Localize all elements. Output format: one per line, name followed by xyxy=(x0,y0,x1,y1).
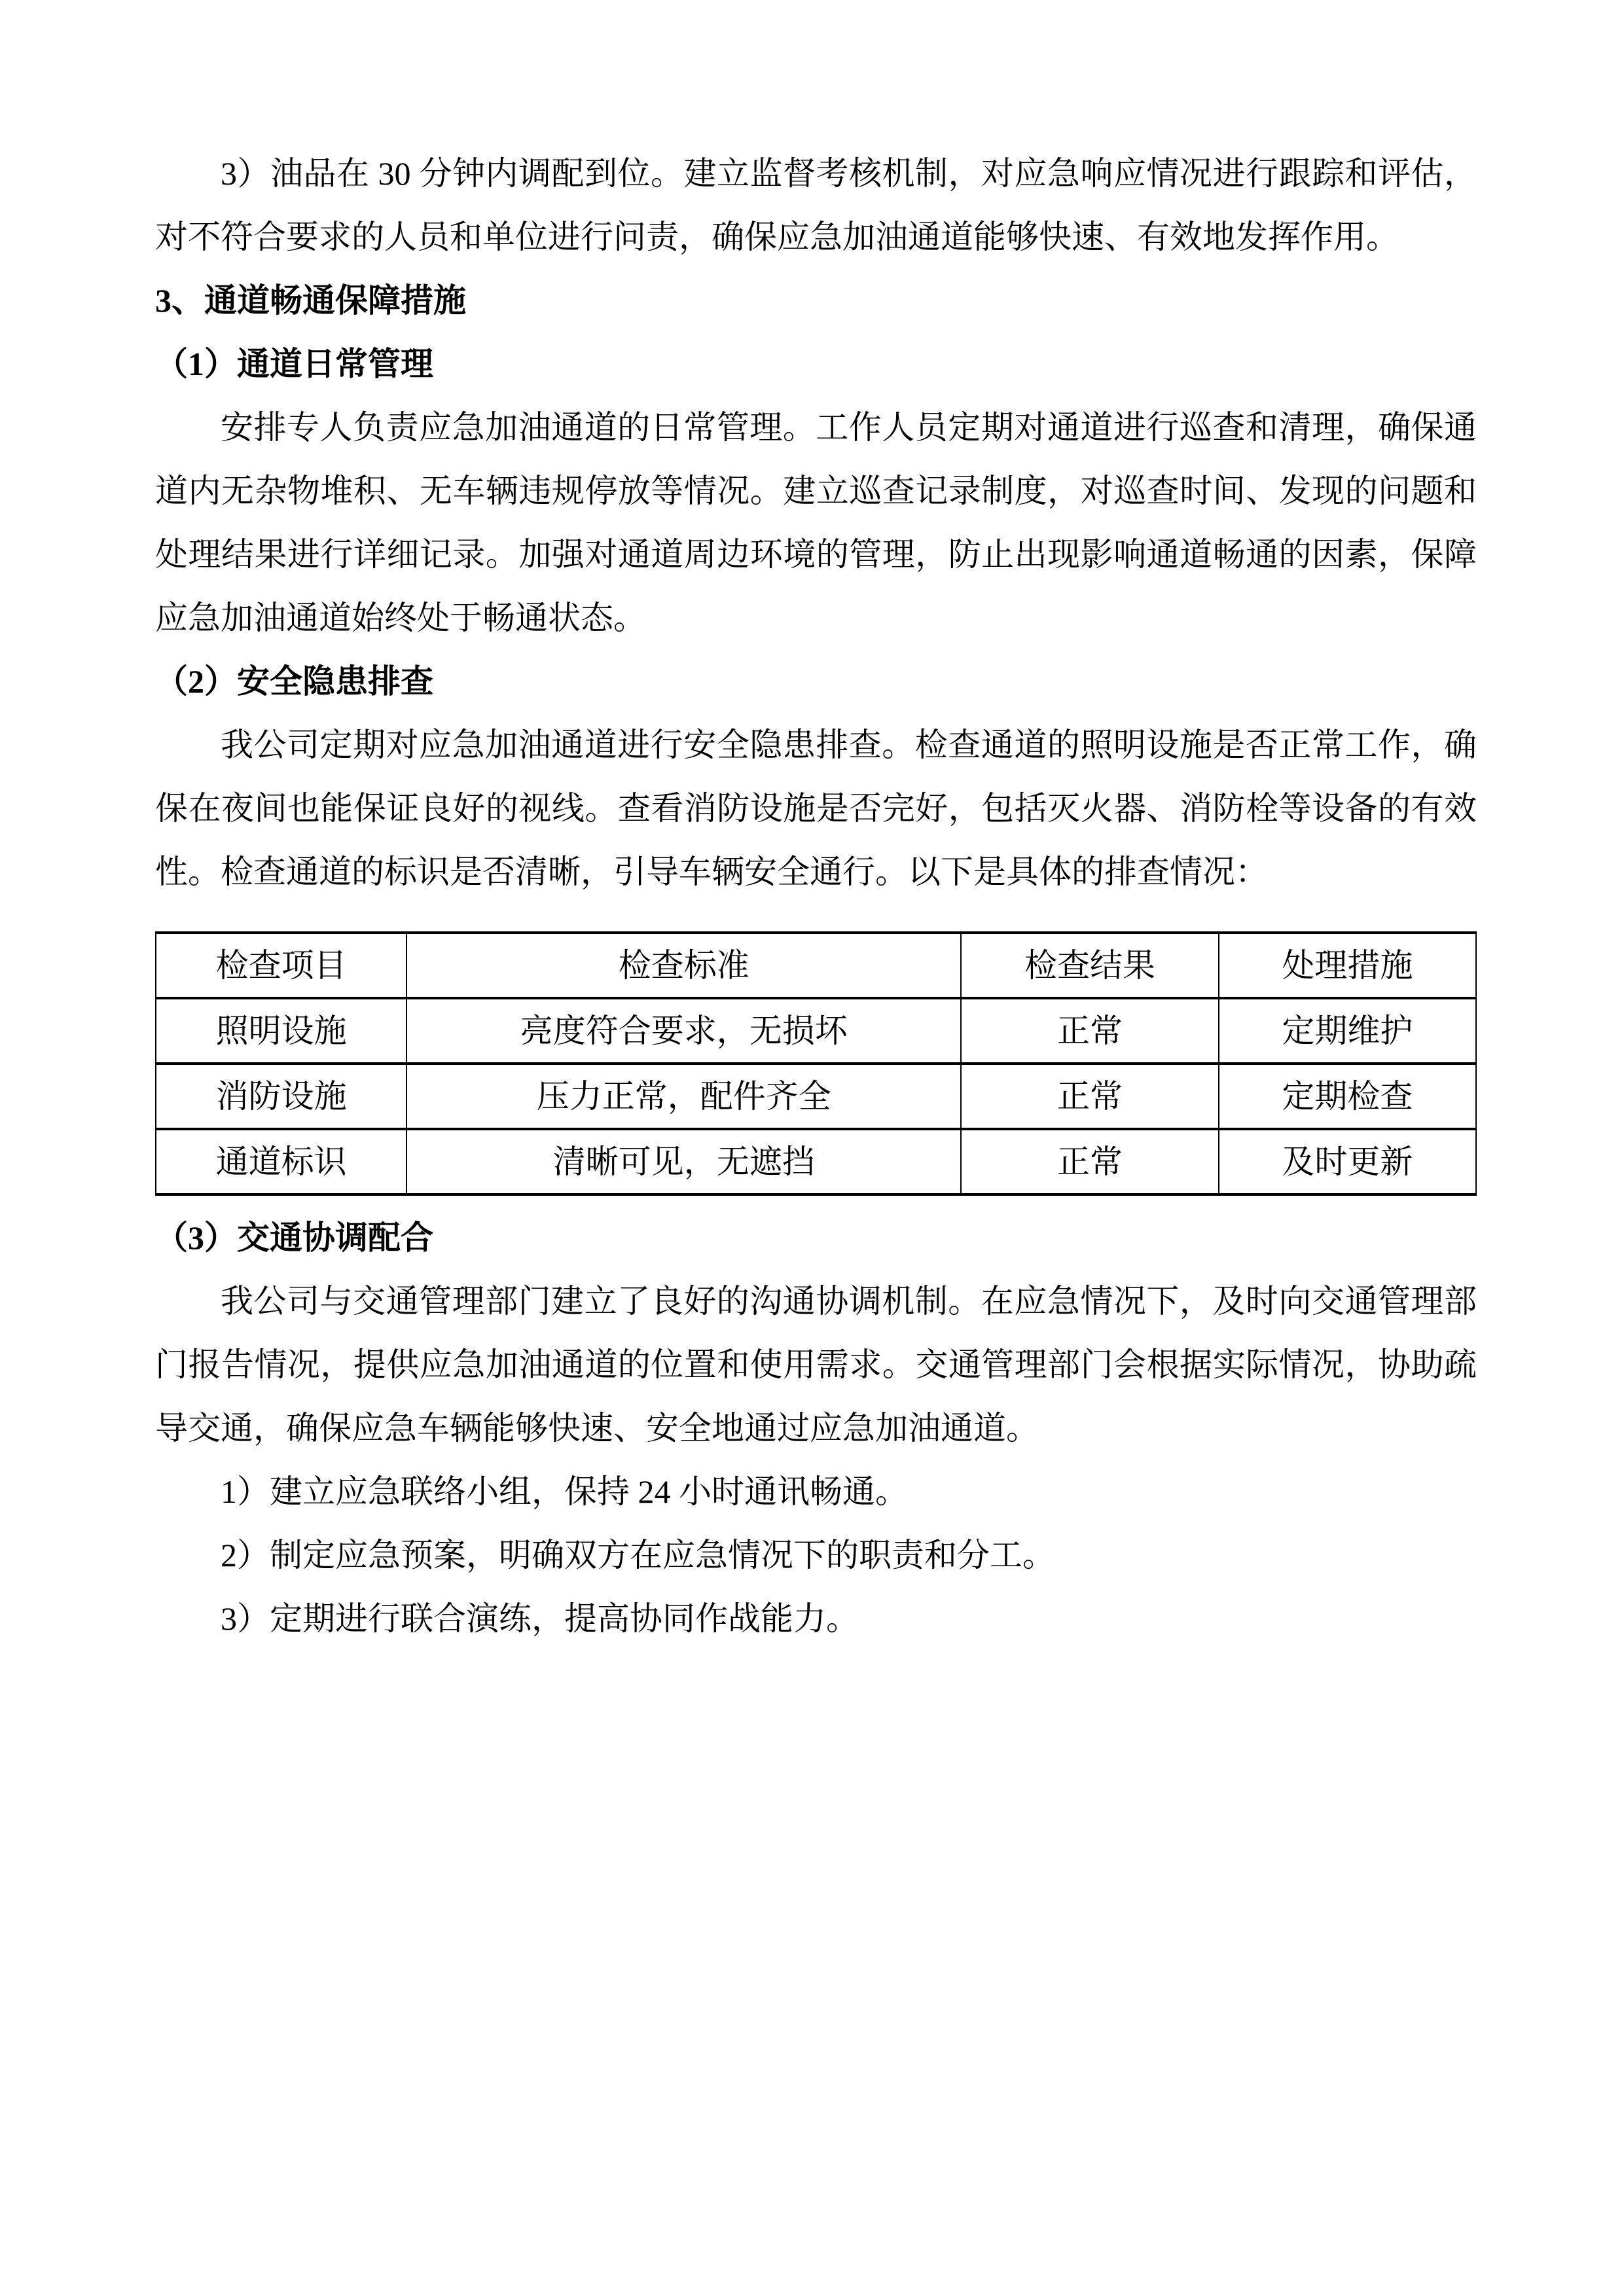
subsection-3-body: 我公司与交通管理部门建立了良好的沟通协调机制。在应急情况下，及时向交通管理部门报告情况，提供应急加油通道的位置和使用需求。交通管理部门会根据实际情况，协助疏导交通，确保应急车辆能够快速、安全地通过应急加油通道。 xyxy=(155,1283,1477,1446)
table-cell: 正常 xyxy=(961,1064,1218,1129)
intro-paragraph: 3）油品在 30 分钟内调配到位。建立监督考核机制，对应急响应情况进行跟踪和评估，对不符合要求的人员和单位进行问责，确保应急加油通道能够快速、有效地发挥作用。 xyxy=(155,155,1477,255)
list-item: 1）建立应急联络小组，保持 24 小时通讯畅通。 xyxy=(221,1473,908,1510)
table-cell: 压力正常，配件齐全 xyxy=(406,1064,961,1129)
section-heading: 3、通道畅通保障措施 xyxy=(155,282,466,319)
table-header-cell: 检查项目 xyxy=(156,933,406,998)
table-header-cell: 处理措施 xyxy=(1219,933,1476,998)
list-item: 2）制定应急预案，明确双方在应急情况下的职责和分工。 xyxy=(221,1537,1055,1573)
subsection-1-heading: （1）通道日常管理 xyxy=(155,346,433,382)
list-item: 3）定期进行联合演练，提高协同作战能力。 xyxy=(221,1600,859,1637)
subsection-3-heading: （3）交通协调配合 xyxy=(155,1219,433,1256)
table-header-row xyxy=(156,933,1476,998)
table-cell: 亮度符合要求，无损坏 xyxy=(406,998,961,1064)
table-header-cell: 检查结果 xyxy=(961,933,1218,998)
table-cell: 通道标识 xyxy=(156,1129,406,1194)
table-cell: 定期检查 xyxy=(1219,1064,1476,1129)
table-cell: 清晰可见，无遮挡 xyxy=(406,1129,961,1194)
table-cell: 定期维护 xyxy=(1219,998,1476,1064)
table-cell: 消防设施 xyxy=(156,1064,406,1129)
table-row xyxy=(156,1129,1476,1194)
inspection-table xyxy=(155,931,1477,1196)
table-header-cell: 检查标准 xyxy=(406,933,961,998)
subsection-1-body: 安排专人负责应急加油通道的日常管理。工作人员定期对通道进行巡查和清理，确保通道内无杂物堆积、无车辆违规停放等情况。建立巡查记录制度，对巡查时间、发现的问题和处理结果进行详细记录。加强对通道周边环境的管理，防止出现影响通道畅通的因素，保障应急加油通道始终处于畅通状态。 xyxy=(155,409,1477,636)
subsection-2-heading: （2）安全隐患排查 xyxy=(155,663,433,700)
table-row xyxy=(156,998,1476,1064)
table-cell: 及时更新 xyxy=(1219,1129,1476,1194)
table-cell: 正常 xyxy=(961,1129,1218,1194)
document-content xyxy=(155,142,1477,1651)
table-row xyxy=(156,1064,1476,1129)
table-cell: 正常 xyxy=(961,998,1218,1064)
subsection-2-body: 我公司定期对应急加油通道进行安全隐患排查。检查通道的照明设施是否正常工作，确保在夜间也能保证良好的视线。查看消防设施是否完好，包括灭火器、消防栓等设备的有效性。检查通道的标识是否清晰，引导车辆安全通行。以下是具体的排查情况： xyxy=(155,726,1477,890)
table-cell: 照明设施 xyxy=(156,998,406,1064)
